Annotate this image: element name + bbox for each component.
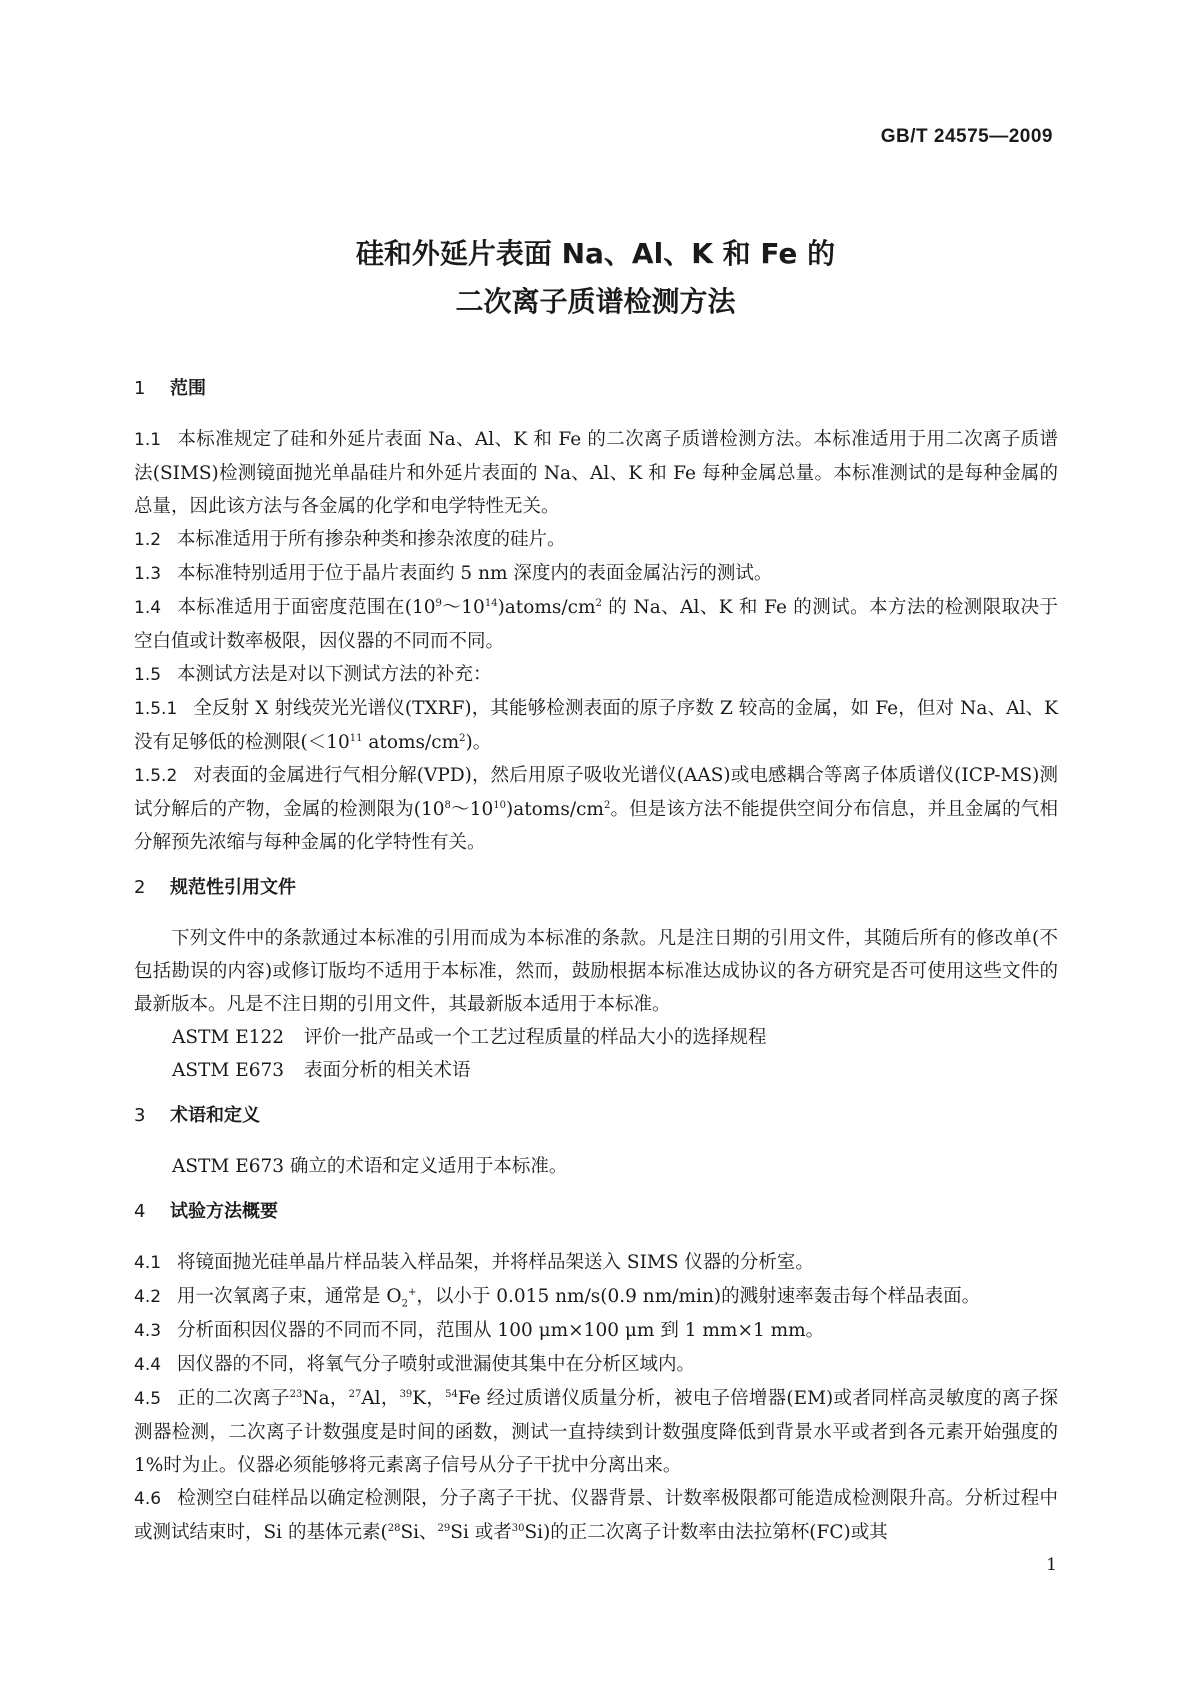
standard-number: GB/T 24575—2009 bbox=[880, 126, 1053, 147]
clause-text: )。 bbox=[465, 732, 492, 753]
clause-text: 分析面积因仪器的不同而不同，范围从 100 μm×100 μm 到 1 mm×1 mm。 bbox=[177, 1320, 825, 1341]
superscript: 2 bbox=[603, 799, 611, 811]
clause-4-2 bbox=[134, 1280, 1058, 1314]
superscript: + bbox=[407, 1286, 417, 1298]
superscript: 54 bbox=[445, 1388, 458, 1400]
clause-text: 本测试方法是对以下测试方法的补充： bbox=[177, 664, 492, 685]
page-number: 1 bbox=[1046, 1555, 1057, 1575]
superscript: 2 bbox=[595, 597, 602, 609]
section-title: 规范性引用文件 bbox=[170, 877, 296, 898]
clause-text: 因仪器的不同，将氧气分子喷射或泄漏使其集中在分析区域内。 bbox=[177, 1354, 696, 1375]
superscript: 10 bbox=[493, 799, 506, 811]
clause-text: Si 或者 bbox=[450, 1522, 512, 1543]
superscript: 14 bbox=[484, 597, 498, 609]
clause-text: Fe 经过质谱仪质量分析，被电子倍增器(EM)或者同样高灵敏度的离子探测器检测，二次离子计数强度是时间的函数，测试一直持续到计数强度降低到背景水平或者到各元素开始强度的 1%时为止。仪器必须能够将元素离子信号从分子干扰中分离出来。 bbox=[134, 1388, 1058, 1476]
clause-text: ～10 bbox=[450, 799, 494, 820]
clause-1-2 bbox=[134, 523, 1058, 557]
clause-4-5 bbox=[134, 1382, 1058, 1482]
section-number: 1 bbox=[134, 378, 146, 399]
section-number: 3 bbox=[134, 1105, 146, 1126]
clause-text: 用一次氧离子束，通常是 O bbox=[177, 1286, 402, 1307]
clause-text: 对表面的金属进行气相分解(VPD)，然后用原子吸收光谱仪(AAS)或电感耦合等离子体质谱仪(ICP-MS)测试分解后的产物，金属的检测限为(10 bbox=[134, 765, 1058, 820]
clause-1-3 bbox=[134, 557, 1058, 591]
clause-number: 1.5 bbox=[134, 665, 162, 685]
clause-text: 全反射 X 射线荧光光谱仪(TXRF)，其能够检测表面的原子序数 Z 较高的金属，如 Fe，但对 Na、Al、K 没有足够低的检测限(＜10 bbox=[134, 698, 1058, 753]
document-title bbox=[0, 230, 1191, 326]
section-title: 试验方法概要 bbox=[170, 1201, 278, 1222]
clause-text: 正的二次离子 bbox=[177, 1388, 290, 1409]
clause-text: Na， bbox=[302, 1388, 349, 1409]
section-2-intro: 下列文件中的条款通过本标准的引用而成为本标准的条款。凡是注日期的引用文件，其随后所有的修改单(不包括勘误的内容)或修订版均不适用于本标准，然而，鼓励根据本标准达成协议的各方研究是否可使用这些文件的最新版本。凡是不注日期的引用文件，其最新版本适用于本标准。 bbox=[134, 928, 1058, 1015]
clause-number: 1.5.1 bbox=[134, 699, 178, 719]
clause-number: 1.3 bbox=[134, 564, 162, 584]
reference-code: ASTM E673 bbox=[172, 1060, 285, 1081]
superscript: 39 bbox=[399, 1388, 413, 1400]
clause-text: 本标准规定了硅和外延片表面 Na、Al、K 和 Fe 的二次离子质谱检测方法。本标准适用于用二次离子质谱法(SIMS)检测镜面抛光单晶硅片和外延片表面的 Na、Al、K 和 Fe 每种金属总量。本标准测试的是每种金属的总量，因此该方法与各金属的化学和电学特性无关。 bbox=[134, 429, 1058, 517]
clause-text: atoms/cm bbox=[362, 732, 460, 753]
superscript: 23 bbox=[289, 1388, 303, 1400]
clause-number: 1.1 bbox=[134, 430, 162, 450]
subscript: 2 bbox=[401, 1298, 408, 1310]
clause-number: 1.4 bbox=[134, 598, 162, 618]
section-1-heading bbox=[134, 372, 1058, 405]
superscript: 27 bbox=[348, 1388, 362, 1400]
reference-item bbox=[134, 1021, 1058, 1054]
clause-text: )atoms/cm bbox=[505, 799, 604, 820]
clause-text: 本标准适用于面密度范围在(10 bbox=[177, 597, 436, 618]
section-title: 范围 bbox=[170, 378, 206, 399]
clause-4-4 bbox=[134, 1348, 1058, 1382]
reference-item bbox=[134, 1054, 1058, 1087]
section-4-heading bbox=[134, 1195, 1058, 1228]
clause-text: Al， bbox=[361, 1388, 400, 1409]
clause-text: 检测空白硅样品以确定检测限，分子离子干扰、仪器背景、计数率极限都可能造成检测限升高。分析过程中或测试结束时，Si 的基体元素( bbox=[134, 1488, 1058, 1543]
superscript: 11 bbox=[349, 732, 363, 744]
clause-1-1 bbox=[134, 423, 1058, 523]
superscript: 9 bbox=[435, 597, 442, 609]
reference-title: 表面分析的相关术语 bbox=[304, 1060, 471, 1081]
section-3-text: ASTM E673 确立的术语和定义适用于本标准。 bbox=[172, 1156, 568, 1177]
clause-1-5-2 bbox=[134, 759, 1058, 859]
section-number: 2 bbox=[134, 877, 146, 898]
section-number: 4 bbox=[134, 1201, 146, 1222]
clause-4-6 bbox=[134, 1482, 1058, 1549]
section-title: 术语和定义 bbox=[170, 1105, 260, 1126]
reference-title: 评价一批产品或一个工艺过程质量的样品大小的选择规程 bbox=[304, 1027, 767, 1048]
clause-text: 本标准适用于所有掺杂种类和掺杂浓度的硅片。 bbox=[177, 529, 566, 550]
superscript: 8 bbox=[444, 799, 451, 811]
superscript: 2 bbox=[459, 732, 466, 744]
clause-1-4 bbox=[134, 591, 1058, 658]
clause-number: 4.1 bbox=[134, 1253, 162, 1273]
clause-text: 本标准特别适用于位于晶片表面约 5 nm 深度内的表面金属沾污的测试。 bbox=[177, 563, 773, 584]
clause-text: ，以小于 0.015 nm/s(0.9 nm/min)的溅射速率轰击每个样品表面。 bbox=[416, 1286, 981, 1307]
clause-number: 1.2 bbox=[134, 530, 162, 550]
superscript: 30 bbox=[511, 1522, 525, 1534]
clause-text: )atoms/cm bbox=[497, 597, 596, 618]
clause-text: 将镜面抛光硅单晶片样品装入样品架，并将样品架送入 SIMS 仪器的分析室。 bbox=[177, 1252, 814, 1273]
superscript: 29 bbox=[437, 1522, 451, 1534]
clause-1-5-1 bbox=[134, 692, 1058, 759]
clause-text: K， bbox=[412, 1388, 446, 1409]
clause-number: 4.5 bbox=[134, 1389, 162, 1409]
title-line-1: 硅和外延片表面 Na、Al、K 和 Fe 的 bbox=[355, 237, 836, 270]
clause-text: Si)的正二次离子计数率由法拉第杯(FC)或其 bbox=[524, 1522, 888, 1543]
clause-number: 4.6 bbox=[134, 1489, 162, 1509]
clause-number: 4.2 bbox=[134, 1287, 162, 1307]
clause-text: 。但是该方法不能提供空间分布信息，并且金属的气相分解预先浓缩与每种金属的化学特性有关。 bbox=[134, 799, 1058, 853]
clause-text: Si、 bbox=[400, 1522, 438, 1543]
title-line-2: 二次离子质谱检测方法 bbox=[455, 285, 736, 318]
reference-code: ASTM E122 bbox=[172, 1027, 285, 1048]
section-3-heading bbox=[134, 1099, 1058, 1132]
clause-number: 4.4 bbox=[134, 1355, 162, 1375]
clause-number: 4.3 bbox=[134, 1321, 162, 1341]
document-body bbox=[134, 372, 1058, 1549]
clause-4-1 bbox=[134, 1246, 1058, 1280]
clause-text: ～10 bbox=[441, 597, 485, 618]
clause-text: 的 Na、Al、K 和 Fe 的测试。本方法的检测限取决于空白值或计数率极限，因仪器的不同而不同。 bbox=[134, 597, 1058, 652]
superscript: 28 bbox=[387, 1522, 401, 1534]
section-2-heading bbox=[134, 871, 1058, 904]
clause-1-5 bbox=[134, 658, 1058, 692]
clause-number: 1.5.2 bbox=[134, 766, 178, 786]
clause-4-3 bbox=[134, 1314, 1058, 1348]
